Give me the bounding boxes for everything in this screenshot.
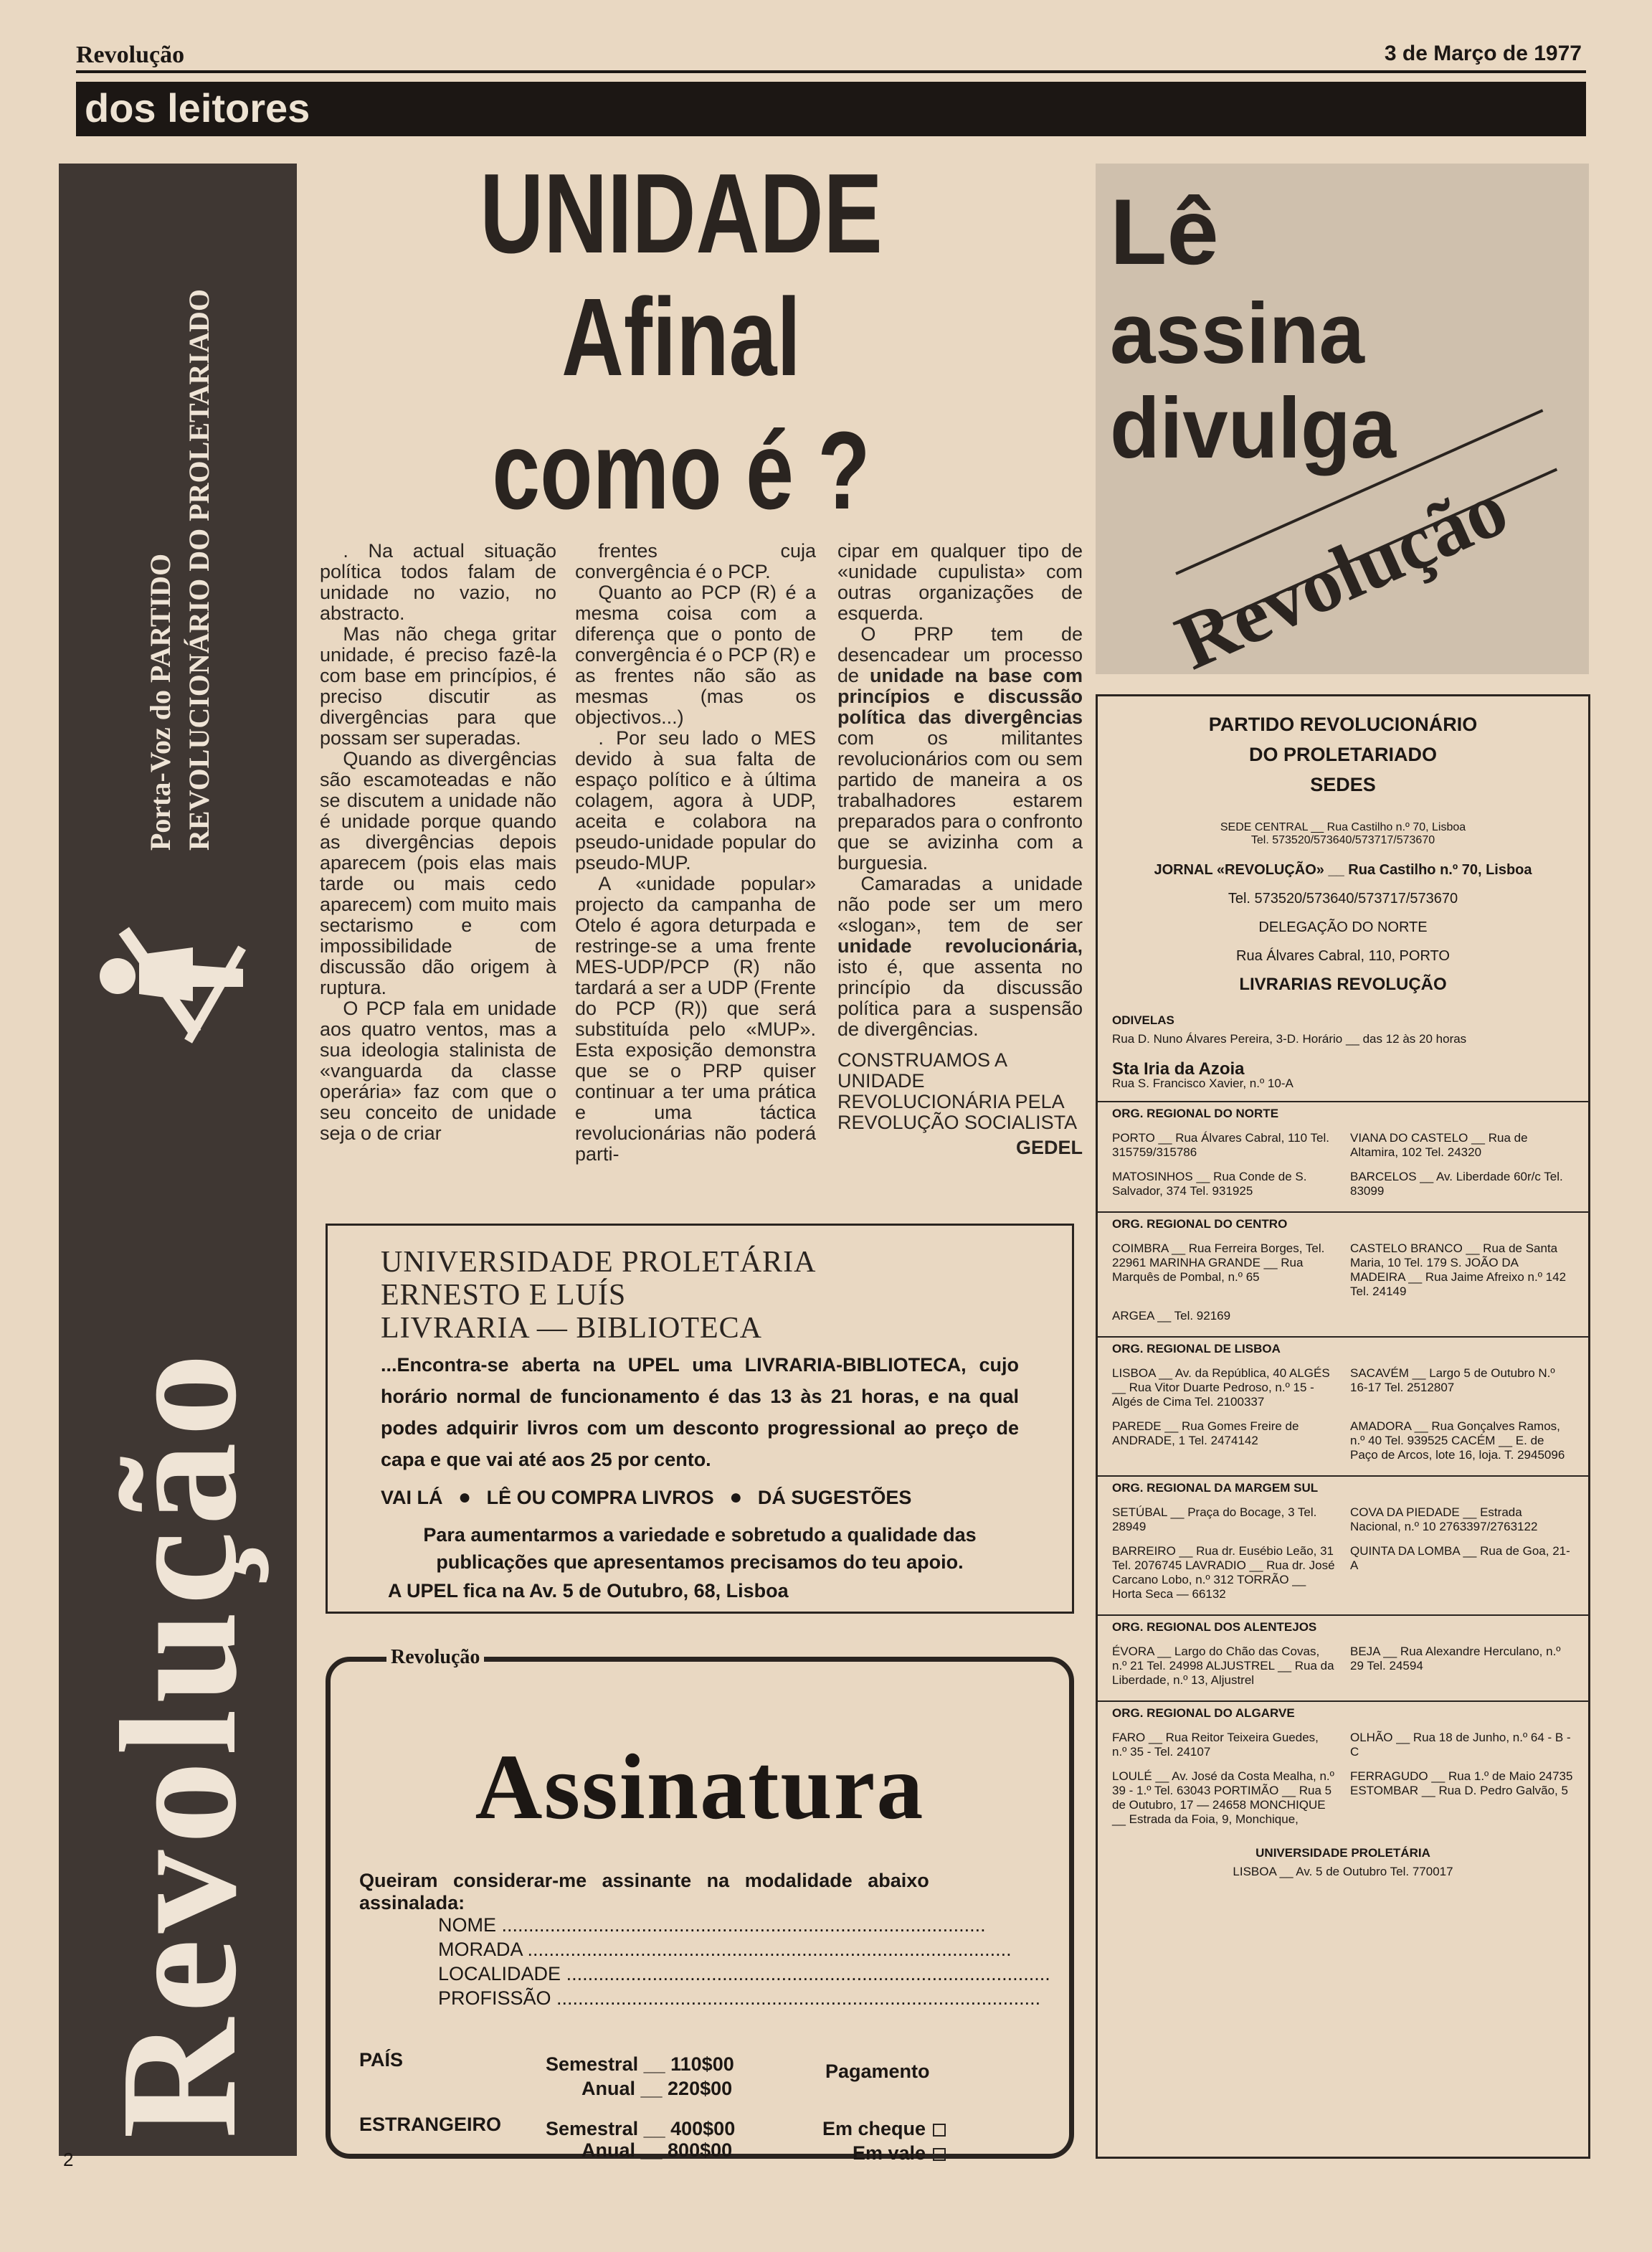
pagamento-label: Pagamento	[825, 2061, 930, 2082]
estrangeiro-label: ESTRANGEIRO	[359, 2114, 502, 2135]
checkbox[interactable]	[933, 2124, 946, 2137]
directory-title: SEDES	[1310, 774, 1376, 795]
article-column-3	[837, 541, 1083, 1158]
closing-slogan: CONSTRUAMOS A UNIDADE REVOLUCIONÁRIA PELA REVOLUÇÃO SOCIALISTA	[837, 1049, 1078, 1133]
address-field[interactable]: MORADA ..........................................................................................	[438, 1939, 1012, 1960]
party-directory	[1096, 694, 1590, 2159]
region-entry: LISBOA __ Av. da República, 40 ALGÉS __ Rua Vitor Duarte Pedroso, n.º 15 - Algés de Cima Tel. 2100337	[1112, 1366, 1330, 1409]
region-heading: ORG. REGIONAL DO NORTE	[1098, 1101, 1588, 1125]
region-entries	[1098, 1500, 1588, 1607]
paragraph: frentes cuja convergência é o PCP.	[575, 540, 816, 582]
em-vale-option[interactable]: Em vale	[853, 2142, 946, 2165]
region-heading: ORG. REGIONAL DOS ALENTEJOS	[1098, 1614, 1588, 1639]
region-entry: VIANA DO CASTELO __ Rua de Altamira, 102 Tel. 24320	[1350, 1131, 1528, 1159]
univ-heading: UNIVERSIDADE PROLETÁRIA	[1255, 1846, 1430, 1860]
paragraph: Quando as divergências são escamoteadas e não se discutem a unidade não é unidade porque quando as divergências depois aparecem (pois elas mais tarde ou mais cedo aparecem) com muito mais sectarismo e com impossibilidade de discussão dão origem à ruptura.	[320, 748, 556, 998]
worker-emblem-icon	[82, 901, 261, 1080]
subscription-form	[326, 1646, 1074, 2164]
region-entry: CASTELO BRANCO __ Rua de Santa Maria, 10 Tel. 179 S. JOÃO DA MADEIRA __ Rua Jaime Afreixo n.º 142 Tel. 24149	[1350, 1241, 1567, 1298]
ad-cta: VAI LÁ ● LÊ OU COMPRA LIVROS ● DÁ SUGESTÕES	[381, 1485, 912, 1509]
univ-address: LISBOA __ Av. 5 de Outubro Tel. 770017	[1233, 1865, 1453, 1878]
banner-subtitle: Porta-Voz do PARTIDO	[144, 553, 176, 851]
paragraph: O PRP tem de desencadear um processo de unidade na base com princípios e discussão política das divergências com os militantes revolucionários com ou sem partido de maneira a os trabalhadores estarem preparados para o confronto que se avizinha com a burguesia.	[837, 623, 1083, 874]
region-entries	[1098, 1639, 1588, 1693]
region-entry: SETÚBAL __ Praça do Bocage, 3 Tel. 28949	[1112, 1505, 1317, 1533]
pais-anual[interactable]: Anual __ 220$00	[581, 2078, 733, 2099]
azoia-heading: Sta Iria da Azoia	[1112, 1059, 1245, 1079]
region-entry: COVA DA PIEDADE __ Estrada Nacional, n.º 10 2763397/2763122	[1350, 1505, 1538, 1533]
paragraph: . Por seu lado o MES devido à sua falta de espaço político e à última colagem, agora à UDP, aceita e colabora na pseudo-unidade popular do pseudo-MUP.	[575, 727, 816, 874]
region-entry: QUINTA DA LOMBA __ Rua de Goa, 21-A	[1350, 1544, 1570, 1572]
region-entry: COIMBRA __ Rua Ferreira Borges, Tel. 22961 MARINHA GRANDE __ Rua Marquês de Pombal, n.º 65	[1112, 1241, 1325, 1284]
region-entry: FERRAGUDO __ Rua 1.º de Maio 24735 ESTOMBAR __ Rua D. Pedro Galvão, 5	[1350, 1769, 1573, 1797]
signature: GEDEL	[1015, 1137, 1083, 1158]
paragraph: . Na actual situação política todos falam de unidade no vazio, no abstracto.	[320, 540, 556, 624]
azoia-address: Rua S. Francisco Xavier, n.º 10-A	[1112, 1077, 1293, 1090]
region-entry: OLHÃO __ Rua 18 de Junho, n.º 64 - B - C	[1350, 1731, 1571, 1759]
article-column-1	[320, 541, 556, 1144]
ad-title: ERNESTO E LUÍS	[381, 1279, 627, 1312]
region-entry: MATOSINHOS __ Rua Conde de S. Salvador, 374 Tel. 931925	[1112, 1170, 1307, 1198]
region-entry: PAREDE __ Rua Gomes Freire de ANDRADE, 1 Tel. 2474142	[1112, 1419, 1299, 1447]
region-entry: SACAVÉM __ Largo 5 de Outubro N.º 16-17 Tel. 2512807	[1350, 1366, 1555, 1394]
paragraph: cipar em qualquer tipo de «unidade cupulista» com outras organizações de esquerda.	[837, 540, 1083, 624]
region-entry: ÉVORA __ Largo do Chão das Covas, n.º 21 Tel. 24998 ALJUSTREL __ Rua da Liberdade, n.º 13, Aljustrel	[1112, 1645, 1334, 1687]
region-heading: ORG. REGIONAL DE LISBOA	[1098, 1336, 1588, 1361]
promo-text: Lê	[1110, 179, 1219, 284]
jornal-tel: Tel. 573520/573640/573717/573670	[1228, 891, 1458, 907]
locality-field[interactable]: LOCALIDADE ..........................................................................................	[438, 1963, 1050, 1984]
region-heading: ORG. REGIONAL DO CENTRO	[1098, 1211, 1588, 1236]
region-entry: BARREIRO __ Rua dr. Eusébio Leão, 31 Tel. 2076745 LAVRADIO __ Rua dr. José Carcano Lobo, n.º 312 TORRÃO __ Horta Seca — 66132	[1112, 1544, 1335, 1601]
ad-body: ...Encontra-se aberta na UPEL uma LIVRARIA-BIBLIOTECA, cujo horário normal de funcionamento é das 13 às 21 horas, e na qual podes adquirir livros com um desconto progressional ao preço de capa e que vai até aos 25 por cento.	[381, 1354, 1019, 1470]
ad-body: Para aumentarmos a variedade e sobretudo a qualidade das publicações que apresentamos precisamos do teu apoio.	[423, 1524, 977, 1573]
paragraph: Quanto ao PCP (R) é a mesma coisa com a diferença que o ponto de convergência é o PCP (R) e as frentes não são as mesmas (mas os objectivos...)	[575, 582, 816, 728]
region-entry: AMADORA __ Rua Gonçalves Ramos, n.º 40 Tel. 939525 CACÉM __ E. de Paço de Arcos, lote 16, loja. T. 2945096	[1350, 1419, 1565, 1462]
paragraph: O PCP fala em unidade aos quatro ventos, mas a sua ideologia stalinista de «vanguarda da classe operária» faz com que o seu conceito de unidade seja o de criar	[320, 998, 556, 1144]
region-entry: FARO __ Rua Reitor Teixeira Guedes, n.º 35 - Tel. 24107	[1112, 1731, 1319, 1759]
page-number: 2	[63, 2149, 74, 2170]
banner-logo: Revolução	[87, 1348, 271, 2139]
region-list	[1098, 1101, 1588, 1832]
region-entry: BARCELOS __ Av. Liberdade 60r/c Tel. 83099	[1350, 1170, 1563, 1198]
section-title: dos leitores	[85, 85, 310, 131]
est-anual[interactable]: Anual __ 800$00	[581, 2139, 733, 2161]
pais-label: PAÍS	[359, 2049, 404, 2071]
profession-field[interactable]: PROFISSÃO ..........................................................................................	[438, 1987, 1041, 2009]
masthead: Revolução	[76, 42, 185, 68]
promo-box	[1096, 164, 1589, 686]
ad-title: UNIVERSIDADE PROLETÁRIA	[381, 1246, 817, 1279]
article-column-2	[575, 541, 816, 1165]
promo-logo: Revolução	[1163, 463, 1520, 686]
region-heading: ORG. REGIONAL DO ALGARVE	[1098, 1700, 1588, 1725]
odivelas-heading: ODIVELAS	[1112, 1013, 1174, 1027]
name-field[interactable]: NOME ..........................................................................................	[438, 1914, 986, 1936]
region-entry: BEJA __ Rua Alexandre Herculano, n.º 29 Tel. 24594	[1350, 1645, 1561, 1673]
headline: Afinal	[561, 275, 801, 399]
checkbox[interactable]	[933, 2148, 946, 2161]
paragraph: Camaradas a unidade não pode ser um mero «slogan», tem de ser unidade revolucionária, isto é, que assenta no princípio da discussão política para a suspensão de divergências.	[837, 873, 1083, 1040]
banner-subtitle: REVOLUCIONÁRIO DO PROLETARIADO	[183, 289, 215, 851]
section-bar	[76, 82, 1586, 136]
odivelas-address: Rua D. Nuno Álvares Pereira, 3-D. Horário __ das 12 às 20 horas	[1112, 1032, 1467, 1046]
region-heading: ORG. REGIONAL DA MARGEM SUL	[1098, 1475, 1588, 1500]
ad-address: A UPEL fica na Av. 5 de Outubro, 68, Lisboa	[388, 1580, 789, 1602]
subs-intro: Queiram considerar-me assinante na modalidade abaixo assinalada:	[359, 1870, 929, 1913]
region-entries	[1098, 1725, 1588, 1832]
region-entries	[1098, 1236, 1588, 1329]
sede-central: SEDE CENTRAL __ Rua Castilho n.º 70, Lisboa Tel. 573520/573640/573717/573670	[1220, 821, 1466, 846]
subs-title: Assinatura	[475, 1736, 925, 1839]
header-rule	[76, 70, 1586, 73]
delegacao-address: Rua Álvares Cabral, 110, PORTO	[1236, 948, 1450, 964]
region-entry: ARGEA __ Tel. 92169	[1112, 1309, 1231, 1323]
vertical-banner	[59, 164, 297, 2156]
pais-semestral[interactable]: Semestral __ 110$00	[546, 2053, 734, 2075]
university-ad	[326, 1224, 1074, 1614]
est-semestral[interactable]: Semestral __ 400$00	[546, 2118, 736, 2139]
headline: UNIDADE	[480, 151, 883, 277]
region-entries	[1098, 1361, 1588, 1468]
em-cheque-option[interactable]: Em cheque	[822, 2118, 946, 2140]
directory-title: PARTIDO REVOLUCIONÁRIO	[1208, 714, 1478, 735]
livrarias-heading: LIVRARIAS REVOLUÇÃO	[1239, 975, 1447, 994]
jornal-address: JORNAL «REVOLUÇÃO» __ Rua Castilho n.º 70, Lisboa	[1154, 862, 1532, 878]
region-entry	[1350, 1309, 1574, 1323]
issue-date: 3 de Março de 1977	[1384, 42, 1582, 65]
subs-tag: Revolução	[386, 1646, 484, 1669]
headline: como é ?	[492, 409, 870, 532]
region-entries	[1098, 1125, 1588, 1204]
delegacao: DELEGAÇÃO DO NORTE	[1258, 919, 1428, 935]
directory-title: DO PROLETARIADO	[1249, 744, 1437, 765]
promo-text: divulga	[1110, 380, 1397, 476]
promo-text: assina	[1110, 285, 1364, 382]
paragraph: Mas não chega gritar unidade, é preciso fazê-la com base em princípios, é preciso discutir as divergências para que possam ser superadas.	[320, 623, 556, 749]
region-entry: LOULÉ __ Av. José da Costa Mealha, n.º 39 - 1.º Tel. 63043 PORTIMÃO __ Rua 5 de Outubro, 17 — 24658 MONCHIQUE __ Estrada da Foia, 9, Monchique,	[1112, 1769, 1334, 1826]
paragraph: A «unidade popular» projecto da campanha de Otelo é agora deturpada e restringe-se a uma frente MES-UDP/PCP (R) não tardará a ser a UDP (Frente do PCP (R)) que será substituída pelo «MUP». Esta exposição demonstra que se o PRP quiser continuar a ter uma prática e uma táctica revolucionárias não poderá parti-	[575, 873, 816, 1165]
ad-title: LIVRARIA — BIBLIOTECA	[381, 1312, 762, 1345]
region-entry: PORTO __ Rua Álvares Cabral, 110 Tel. 315759/315786	[1112, 1131, 1330, 1159]
